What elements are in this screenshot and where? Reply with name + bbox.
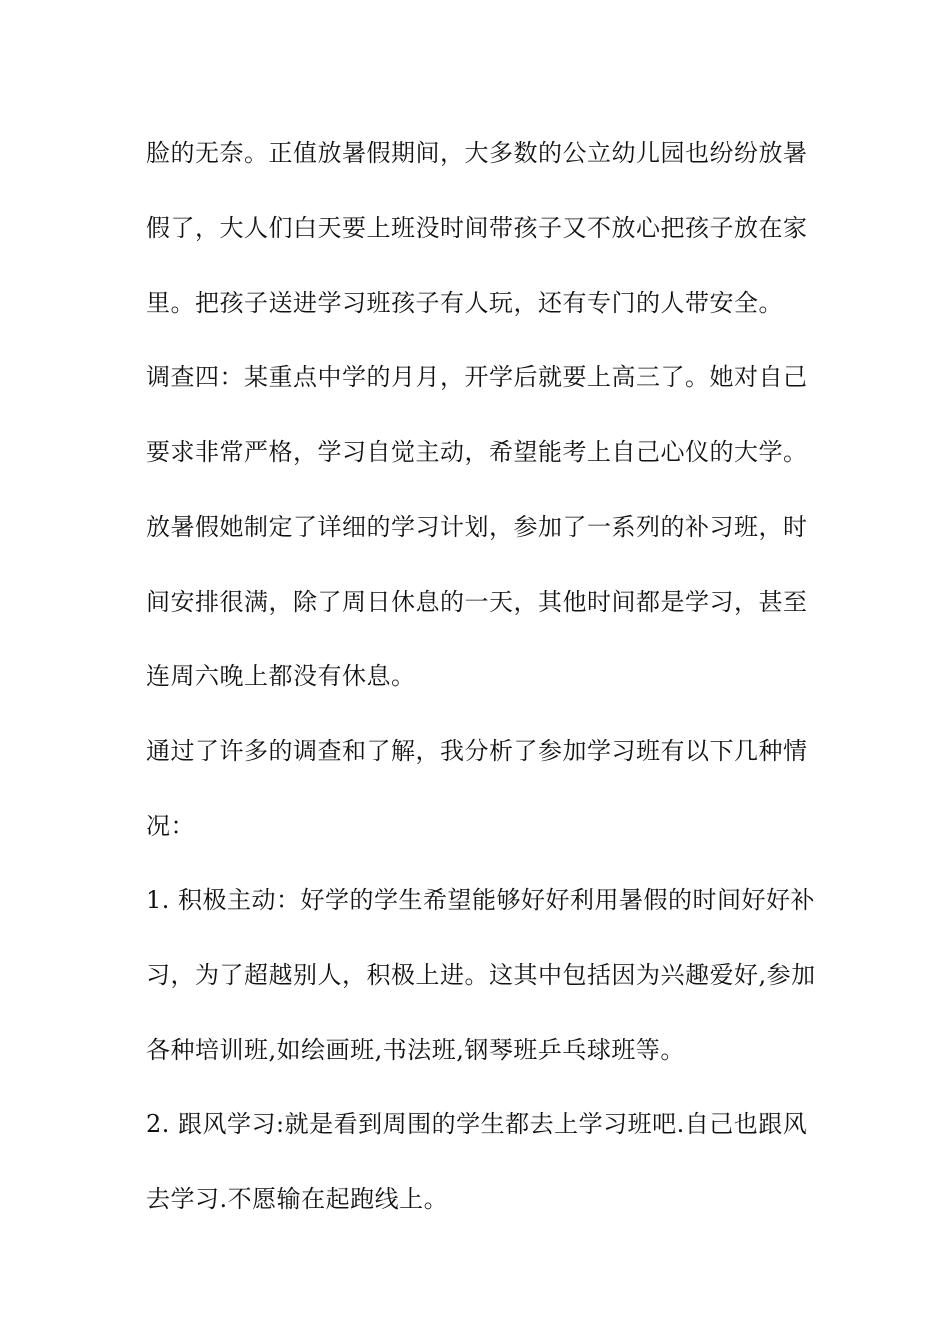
text-line: 间安排很满，除了周日休息的一天，其他时间都是学习，甚至 bbox=[146, 588, 808, 616]
text-line: 假了，大人们白天要上班没时间带孩子又不放心把孩子放在家 bbox=[146, 214, 808, 242]
text-line: 放暑假她制定了详细的学习计划，参加了一系列的补习班，时 bbox=[146, 513, 808, 541]
text-line: 习，为了超越别人，积极上进。这其中包括因为兴趣爱好,参加 bbox=[146, 961, 816, 989]
text-line: 要求非常严格，学习自觉主动，希望能考上自己心仪的大学。 bbox=[146, 438, 808, 466]
text-line: 去学习.不愿输在起跑线上。 bbox=[146, 1185, 449, 1213]
text-line: 调查四：某重点中学的月月，开学后就要上高三了。她对自己 bbox=[146, 363, 808, 391]
text-line: 脸的无奈。正值放暑假期间，大多数的公立幼儿园也纷纷放暑 bbox=[146, 139, 808, 167]
text-line: 通过了许多的调查和了解，我分析了参加学习班有以下几种情 bbox=[146, 737, 808, 765]
text-line: 里。把孩子送进学习班孩子有人玩，还有专门的人带安全。 bbox=[146, 289, 783, 317]
text-line: 各种培训班,如绘画班,书法班,钢琴班乒乓球班等。 bbox=[146, 1036, 685, 1064]
list-item-1: 1. 积极主动：好学的学生希望能够好好利用暑假的时间好好补 bbox=[146, 886, 816, 914]
text-line: 况： bbox=[146, 812, 195, 840]
text-line: 连周六晚上都没有休息。 bbox=[146, 662, 416, 690]
list-item-2: 2. 跟风学习:就是看到周围的学生都去上学习班吧.自己也跟风 bbox=[146, 1110, 808, 1138]
